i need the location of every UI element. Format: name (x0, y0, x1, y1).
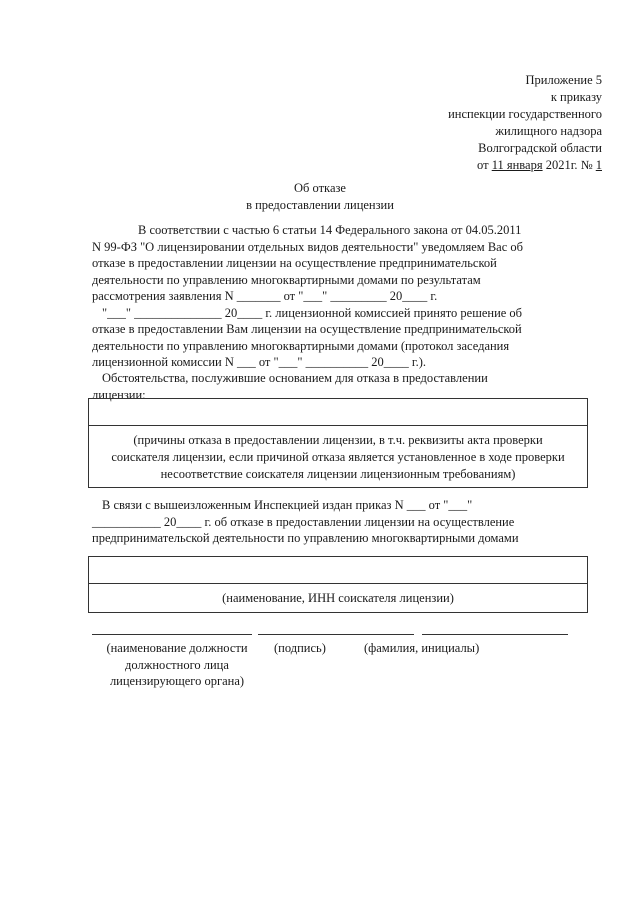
order-number: 1 (595, 158, 602, 172)
paragraph-order (92, 497, 544, 547)
signature-line[interactable] (258, 634, 414, 635)
appendix-line: Приложение 5 (525, 73, 602, 87)
number-prefix: № (580, 158, 593, 172)
appendix-line: к приказу (550, 90, 602, 104)
applicant-box (88, 556, 588, 613)
text-line: отказе в предоставлении лицензии на осуществление предпринимательской (92, 256, 497, 270)
label-line: (наименование должности (106, 641, 248, 655)
title-line: Об отказе (294, 181, 346, 195)
applicant-caption: (наименование, ИНН соискателя лицензии) (222, 591, 454, 605)
signature-label: (подпись) (274, 641, 326, 655)
text-line: N 99-ФЗ "О лицензировании отдельных видов деятельности" уведомляем Вас об (92, 239, 523, 254)
paragraph-notice (92, 222, 544, 371)
text-line: Обстоятельства, послужившие основанием для отказа в предоставлении (102, 371, 488, 385)
text-line: предпринимательской деятельности по управлению многоквартирными домами (92, 531, 519, 545)
reasons-field[interactable] (89, 399, 587, 426)
appendix-line: жилищного надзора (495, 124, 602, 138)
appendix-line: Волгоградской области (478, 141, 602, 155)
text-line: В соответствии с частью 6 статьи 14 Федерального закона от 04.05.2011 (138, 223, 522, 237)
name-label: (фамилия, инициалы) (364, 641, 480, 655)
text-line: ___________ 20____ г. об отказе в предоставлении лицензии на осуществление (92, 514, 515, 529)
signature-lines (92, 634, 582, 638)
text-line: рассмотрения заявления N _______ от "___" _________ 20____ г. (92, 289, 438, 303)
date-prefix: от (477, 158, 489, 172)
caption-line: соискателя лицензии, если причиной отказа является установленное в ходе проверки (111, 450, 565, 464)
text-line: деятельности по управлению многоквартирными домами по результатам (92, 272, 481, 287)
name-line[interactable] (422, 634, 568, 635)
position-line[interactable] (92, 634, 252, 635)
appendix-date-line (448, 157, 602, 174)
reasons-caption (89, 426, 587, 487)
text-line: В связи с вышеизложенным Инспекцией издан приказ N ___ от "___" (102, 498, 473, 512)
order-year: 2021г. (545, 158, 578, 172)
label-line: должностного лица (125, 657, 229, 672)
order-date: 11 января (491, 158, 543, 172)
text-line: лицензии: (92, 387, 146, 402)
text-line: отказе в предоставлении Вам лицензии на осуществление предпринимательской (92, 322, 522, 336)
applicant-field[interactable] (89, 557, 587, 584)
position-label (92, 640, 262, 690)
label-line: лицензирующего органа) (109, 674, 245, 688)
caption-line: несоответствие соискателя лицензии лицензионным требованиям) (160, 467, 516, 481)
reasons-box (88, 398, 588, 488)
text-line: лицензионной комиссии N ___ от "___" __________ 20____ г.). (92, 355, 426, 369)
appendix-line: инспекции государственного (448, 107, 602, 121)
text-line: "___" ______________ 20____ г. лицензионной комиссией принято решение об (102, 305, 523, 320)
title-line: в предоставлении лицензии (246, 198, 394, 212)
text-line: деятельности по управлению многоквартирными домами (протокол заседания (92, 338, 510, 353)
appendix-header (448, 72, 602, 174)
caption-line: (причины отказа в предоставлении лицензии, в т.ч. реквизиты акта проверки (133, 433, 543, 447)
document-title (0, 180, 640, 214)
